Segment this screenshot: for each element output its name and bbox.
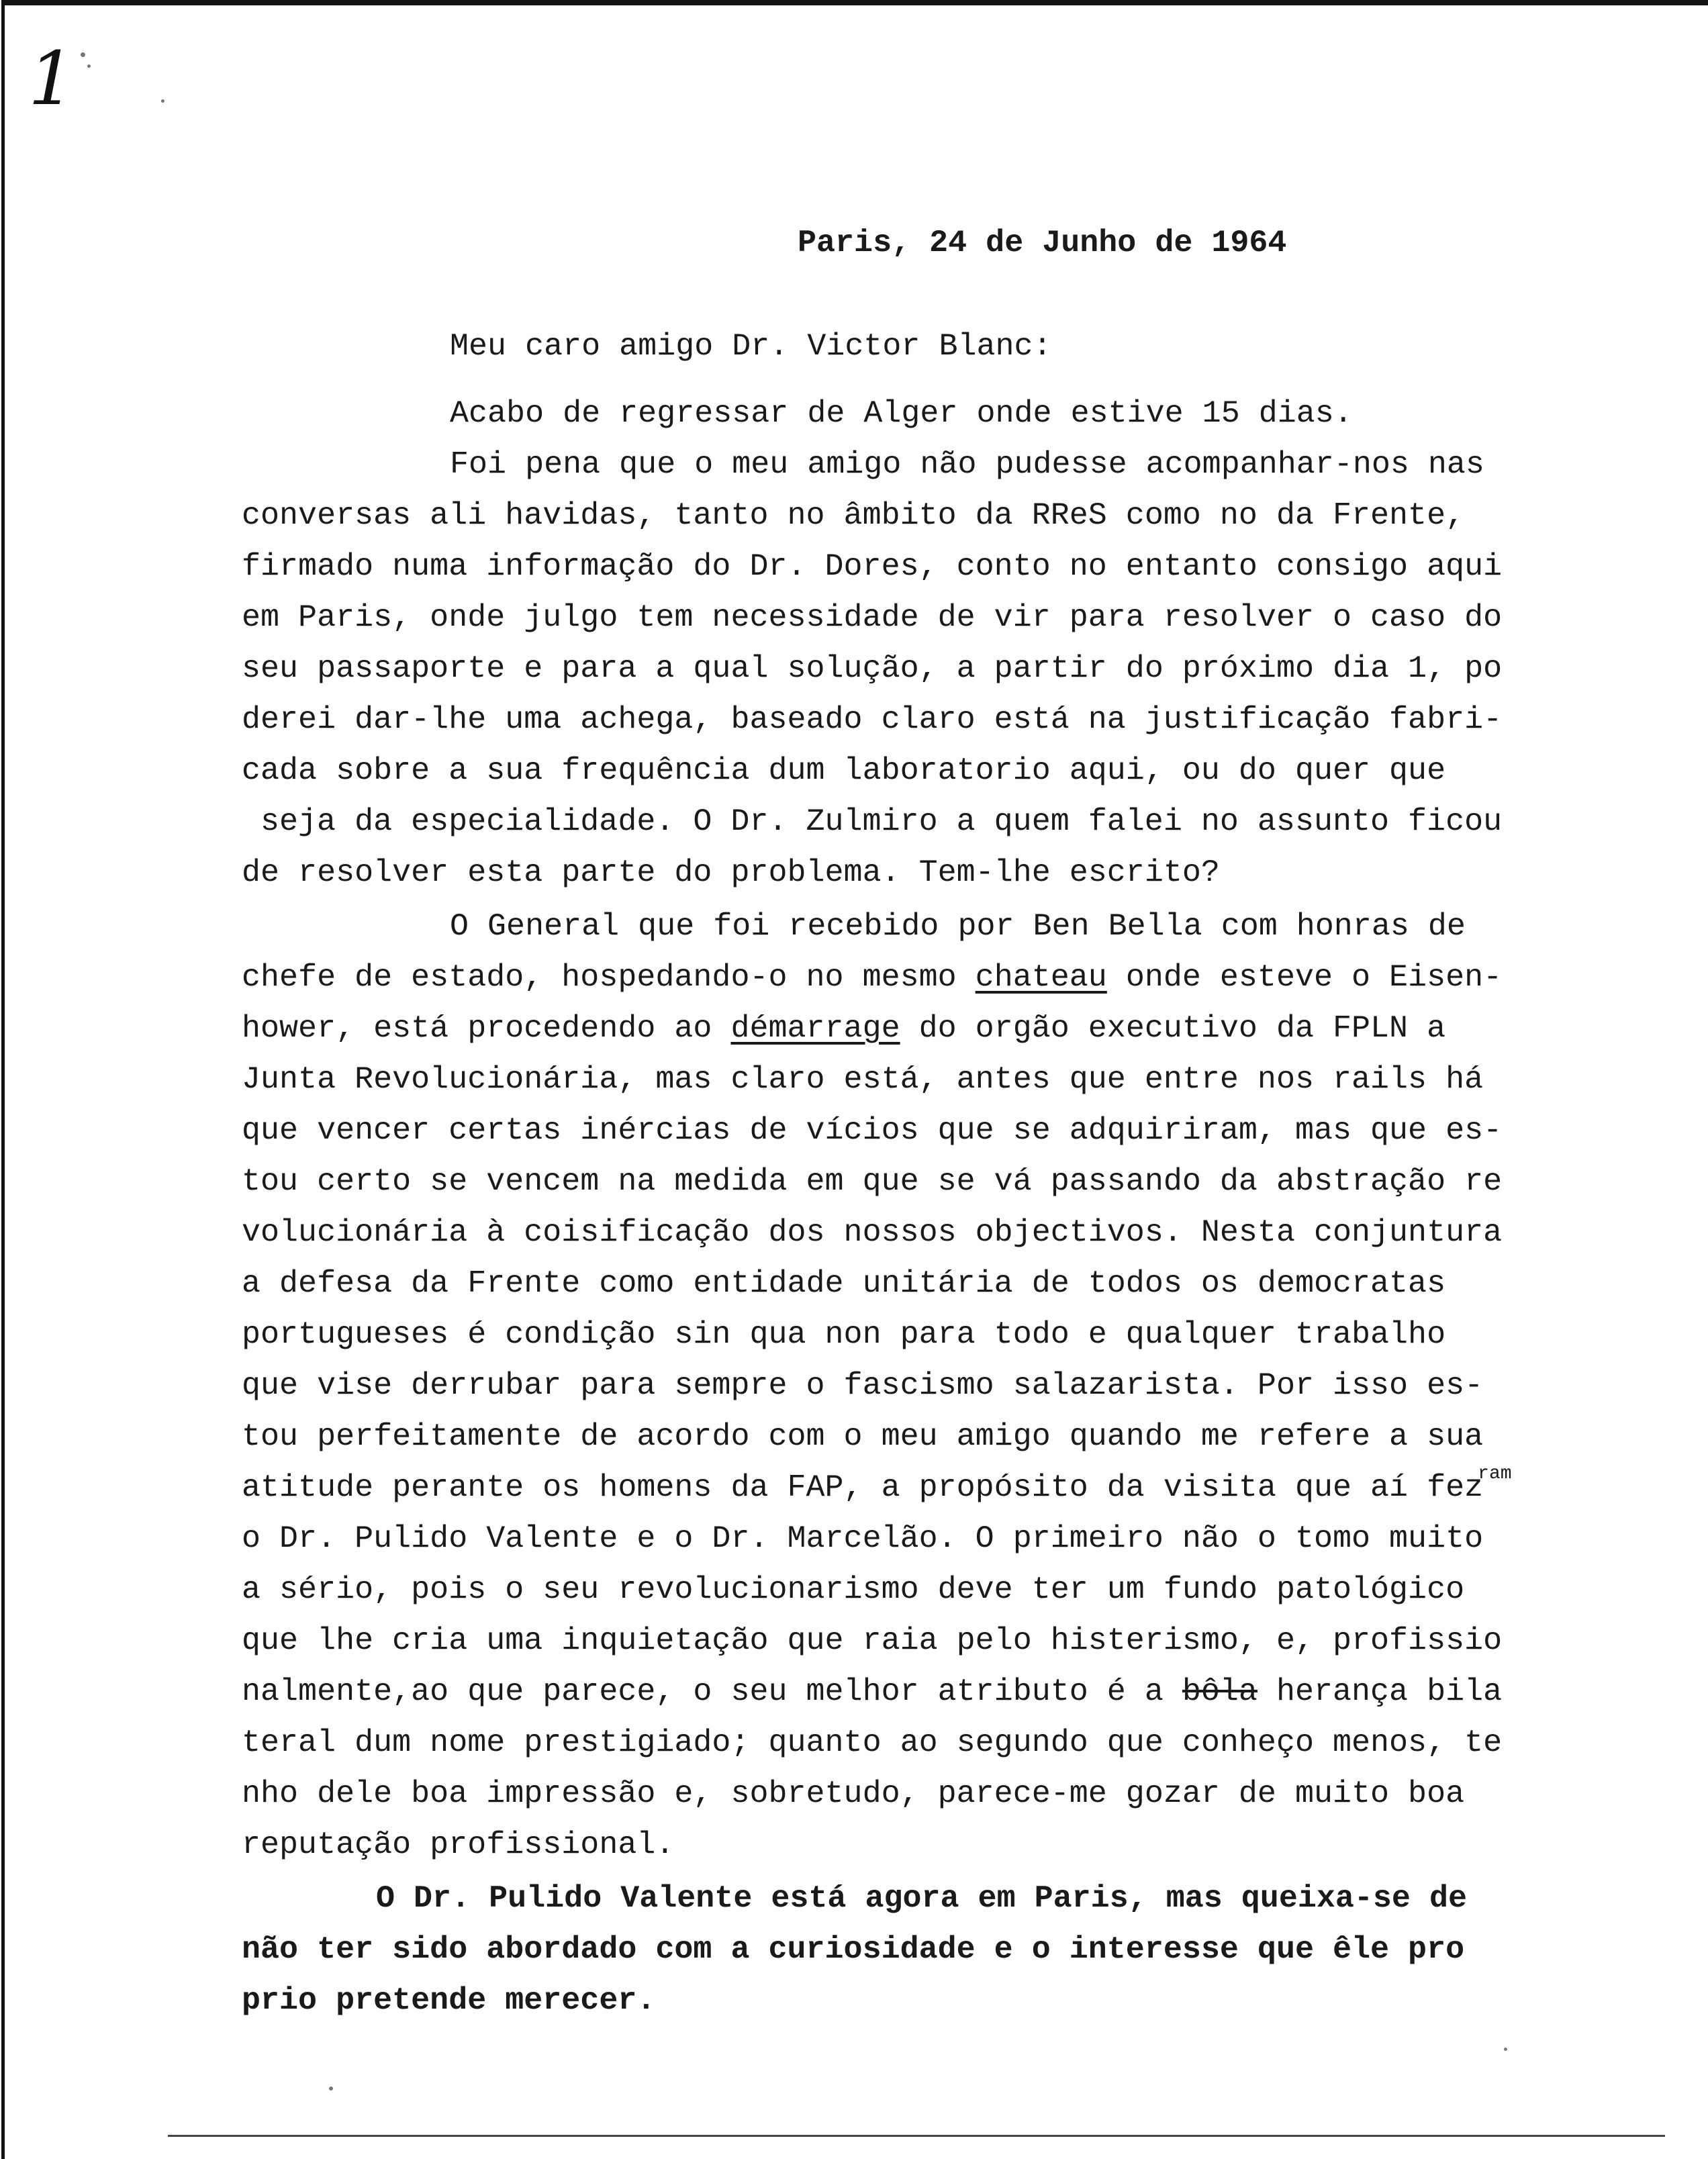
- body-line: teral dum nome prestigiado; quanto ao segundo que conheço menos, te: [242, 1725, 1503, 1761]
- body-line: Foi pena que o meu amigo não pudesse acompanhar-nos nas: [450, 447, 1484, 483]
- scan-bottom-line: [168, 2135, 1665, 2137]
- body-line: nalmente,ao que parece, o seu melhor atributo é a bôla herança bila: [242, 1674, 1503, 1710]
- body-line: a sério, pois o seu revolucionarismo deve ter um fundo patológico: [242, 1572, 1465, 1608]
- body-line: a defesa da Frente como entidade unitária de todos os democratas: [242, 1266, 1446, 1302]
- body-line: conversas ali havidas, tanto no âmbito da RReS como no da Frente,: [242, 498, 1465, 534]
- body-line: O Dr. Pulido Valente está agora em Paris, mas queixa-se de: [376, 1881, 1467, 1917]
- body-line: cada sobre a sua frequência dum laboratorio aqui, ou do quer que: [242, 753, 1446, 789]
- body-line: O General que foi recebido por Ben Bella com honras de: [450, 909, 1466, 945]
- handwritten-page-number: 1: [28, 36, 75, 122]
- body-line: que lhe cria uma inquietação que raia pelo histerismo, e, profissio: [242, 1623, 1503, 1659]
- body-line: de resolver esta parte do problema. Tem-lhe escrito?: [242, 855, 1220, 891]
- superscript-correction: ram: [1478, 1464, 1512, 1484]
- underlined-word: démarrage: [730, 1011, 900, 1047]
- body-line: portugueses é condição sin qua non para todo e qualquer trabalho: [242, 1317, 1446, 1353]
- body-line: Acabo de regressar de Alger onde estive 15 dias.: [450, 396, 1353, 432]
- ink-speck: [1504, 2048, 1507, 2051]
- body-line: Junta Revolucionária, mas claro está, antes que entre nos rails há: [242, 1062, 1484, 1098]
- body-line: hower, está procedendo ao démarrage do orgão executivo da FPLN a: [242, 1011, 1446, 1047]
- body-line: seja da especialidade. O Dr. Zulmiro a quem falei no assunto ficou: [260, 804, 1503, 840]
- body-line: tou certo se vencem na medida em que se vá passando da abstração re: [242, 1164, 1503, 1200]
- underlined-word: chateau: [975, 960, 1107, 996]
- ink-speck: [329, 2086, 333, 2091]
- body-line: não ter sido abordado com a curiosidade e o interesse que êle pro: [242, 1932, 1465, 1968]
- salutation: Meu caro amigo Dr. Victor Blanc:: [450, 329, 1052, 365]
- ink-speck: [161, 99, 164, 103]
- body-line: prio pretende merecer.: [242, 1983, 656, 2019]
- body-line: volucionária à coisificação dos nossos objectivos. Nesta conjuntura: [242, 1215, 1503, 1251]
- body-line: tou perfeitamente de acordo com o meu amigo quando me refere a sua: [242, 1419, 1484, 1455]
- body-line: derei dar-lhe uma achega, baseado claro está na justificação fabri-: [242, 702, 1503, 738]
- body-line: que vise derrubar para sempre o fascismo salazarista. Por isso es-: [242, 1368, 1484, 1404]
- ink-speck: [81, 52, 85, 57]
- ink-speck: [87, 64, 91, 68]
- scan-border-left: [1, 0, 5, 2159]
- body-line: nho dele boa impressão e, sobretudo, parece-me gozar de muito boa: [242, 1776, 1465, 1812]
- body-line: o Dr. Pulido Valente e o Dr. Marcelão. O primeiro não o tomo muito: [242, 1521, 1484, 1557]
- body-line: firmado numa informação do Dr. Dores, conto no entanto consigo aqui: [242, 549, 1503, 585]
- dateline: Paris, 24 de Junho de 1964: [798, 226, 1287, 261]
- body-line: atitude perante os homens da FAP, a propósito da visita que aí fez$^{ram}$: [242, 1464, 1512, 1506]
- body-line: chefe de estado, hospedando-o no mesmo chateau onde esteve o Eisen-: [242, 960, 1503, 996]
- body-line: em Paris, onde julgo tem necessidade de vir para resolver o caso do: [242, 600, 1503, 636]
- body-line: reputação profissional.: [242, 1827, 675, 1863]
- struck-word: bôla: [1182, 1674, 1258, 1710]
- body-line: que vencer certas inércias de vícios que se adquiriram, mas que es-: [242, 1113, 1503, 1149]
- scan-border-top: [1, 0, 1708, 5]
- body-line: seu passaporte e para a qual solução, a partir do próximo dia 1, po: [242, 651, 1503, 687]
